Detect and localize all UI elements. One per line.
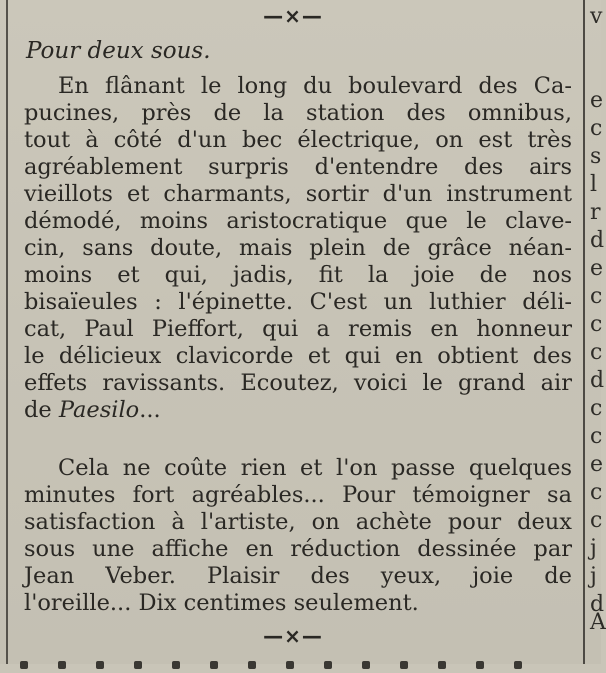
clipped-letter: c [590, 116, 603, 141]
clipped-letter: c [590, 480, 603, 505]
text-line: moins et qui, jadis, fit la joie de nos [24, 262, 572, 288]
text-line: vieillots et charmants, sortir d'un instrument [24, 181, 572, 207]
clipped-letter: e [590, 452, 604, 477]
next-article-fragment [20, 654, 580, 664]
text-line: cin, sans doute, mais plein de grâce néan- [24, 235, 572, 261]
text-line: Cela ne coûte rien et l'on passe quelques [58, 455, 572, 481]
clipped-letter: v [590, 4, 603, 29]
clipped-letter: c [590, 284, 603, 309]
text-line-last [24, 397, 572, 424]
text-line: Jean Veber. Plaisir des yeux, joie de [24, 563, 572, 589]
separator-bottom: —×— [263, 624, 323, 648]
text-line: effets ravissants. Ecoutez, voici le grand air [24, 370, 572, 396]
clipped-letter: j [590, 536, 597, 561]
clipped-letter: e [590, 88, 604, 113]
text-fragment: de [24, 397, 59, 423]
text-fragment: ... [139, 397, 161, 423]
adjacent-column-fragment [589, 0, 606, 664]
text-line: agréablement surpris d'entendre des airs [24, 154, 572, 180]
separator-top: —×— [263, 4, 323, 28]
text-line: sous une affiche en réduction dessinée par [24, 536, 572, 562]
clipped-letter: j [590, 564, 597, 589]
paragraph-2 [24, 455, 572, 617]
text-line: En flânant le long du boulevard des Ca- [58, 73, 572, 99]
clipped-letter: c [590, 424, 603, 449]
text-line: satisfaction à l'artiste, on achète pour deux [24, 509, 572, 535]
clipped-letter: r [590, 200, 601, 225]
clipped-letter: s [590, 144, 602, 169]
paragraph-1 [24, 73, 572, 424]
article-title: Pour deux sous. [26, 38, 211, 64]
clipped-letter: c [590, 508, 603, 533]
clipped-letter: c [590, 396, 603, 421]
right-column-rule [583, 0, 585, 664]
text-line: démodé, moins aristocratique que le clave- [24, 208, 572, 234]
clipped-letter: c [590, 340, 603, 365]
clipped-letter: A [590, 610, 606, 635]
text-line: cat, Paul Pieffort, qui a remis en honneur [24, 316, 572, 342]
left-column-rule [6, 0, 8, 664]
text-line: pucines, près de la station des omnibus, [24, 100, 572, 126]
text-line: l'oreille... Dix centimes seulement. [24, 590, 419, 616]
clipped-letter: d [590, 368, 605, 393]
clipped-letter: c [590, 312, 603, 337]
text-line: bisaïeules : l'épinette. C'est un luthier déli- [24, 289, 572, 315]
text-line: minutes fort agréables... Pour témoigner sa [24, 482, 572, 508]
clipped-letter: l [590, 172, 598, 197]
clipped-letter: d [590, 592, 605, 617]
clipped-letter: d [590, 228, 605, 253]
text-line: le délicieux clavicorde et qui en obtient des [24, 343, 572, 369]
composer-name: Paesilo [58, 397, 140, 423]
clipped-letter: e [590, 256, 604, 281]
text-line: tout à côté d'un bec électrique, on est très [24, 127, 572, 153]
